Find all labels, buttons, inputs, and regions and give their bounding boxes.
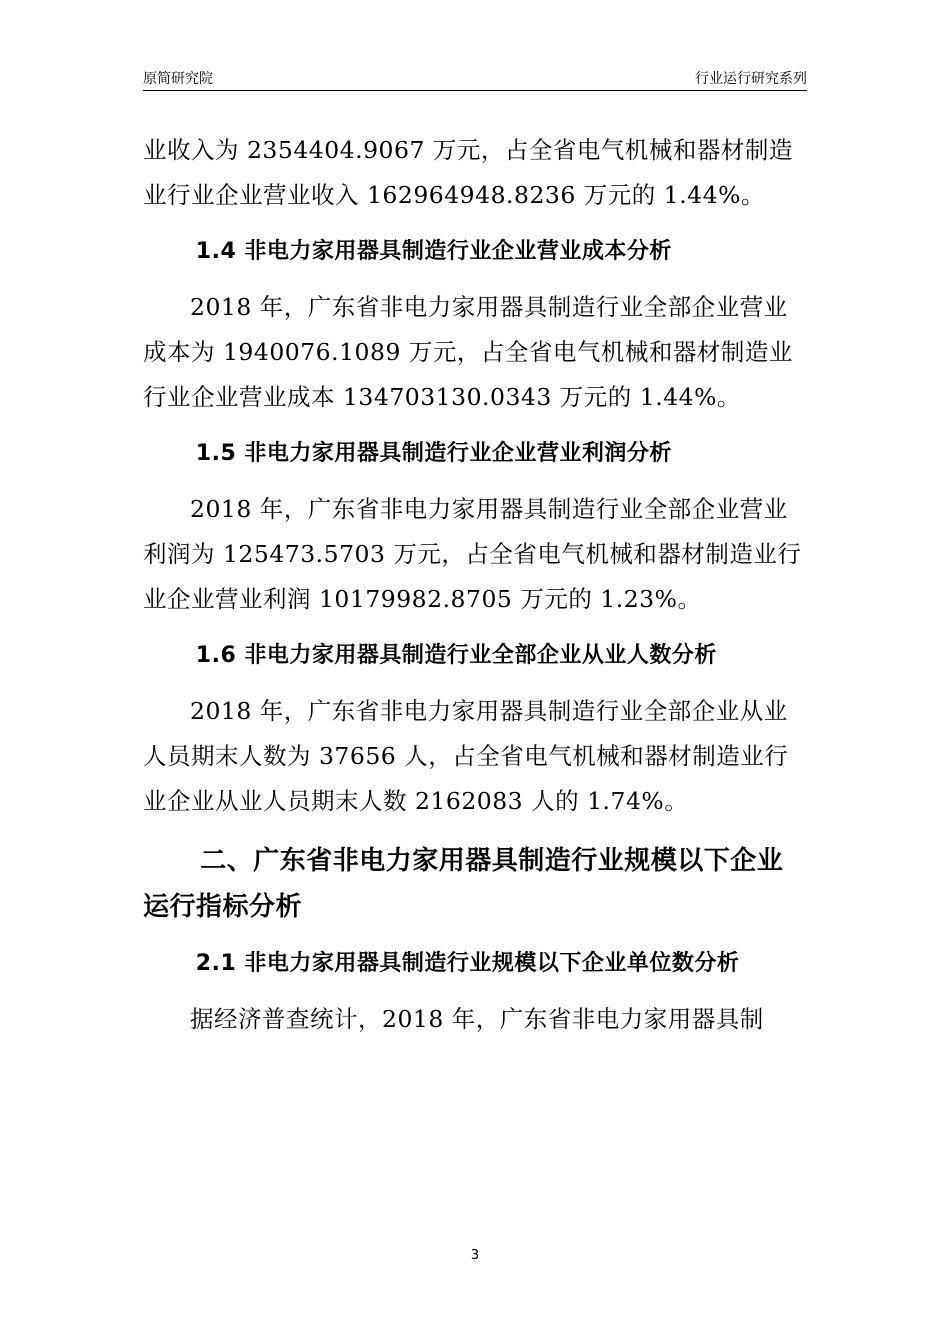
section-1-6-heading: 1.6 非电力家用器具制造行业全部企业从业人数分析	[195, 643, 717, 668]
document-body	[143, 128, 809, 1042]
section-2-1-paragraph: 据经济普查统计，2018 年，广东省非电力家用器具制	[190, 1005, 764, 1033]
section-1-6-paragraph: 2018 年，广东省非电力家用器具制造行业全部企业从业人员期末人数为 37656 人，占全省电气机械和器材制造业行业企业从业人员期末人数 2162083 人的 1.74%。	[143, 697, 789, 815]
intro-line-2: 业行业企业营业收入 162964948.8236 万元的 1.44%。	[143, 181, 765, 209]
section-1-4-heading: 1.4 非电力家用器具制造行业企业营业成本分析	[195, 239, 672, 264]
section-1-4-paragraph: 2018 年，广东省非电力家用器具制造行业全部企业营业成本为 1940076.1089 万元，占全省电气机械和器材制造业行业企业营业成本 134703130.0343 万元的 1.44%。	[143, 293, 793, 411]
page-header	[143, 66, 807, 91]
page-number: 3	[470, 1248, 480, 1263]
header-series-title: 行业运行研究系列	[695, 71, 807, 87]
header-org-name: 原简研究院	[143, 71, 213, 87]
intro-line-1: 业收入为 2354404.9067 万元，占全省电气机械和器材制造	[143, 136, 793, 164]
section-2-heading: 二、广东省非电力家用器具制造行业规模以下企业运行指标分析	[143, 846, 784, 922]
section-1-5-paragraph: 2018 年，广东省非电力家用器具制造行业全部企业营业利润为 125473.5703 万元，占全省电气机械和器材制造业行业企业营业利润 10179982.8705 万元的 1.23%。	[143, 495, 802, 613]
section-2-1-heading: 2.1 非电力家用器具制造行业规模以下企业单位数分析	[195, 951, 740, 976]
section-1-5-heading: 1.5 非电力家用器具制造行业企业营业利润分析	[195, 441, 672, 466]
